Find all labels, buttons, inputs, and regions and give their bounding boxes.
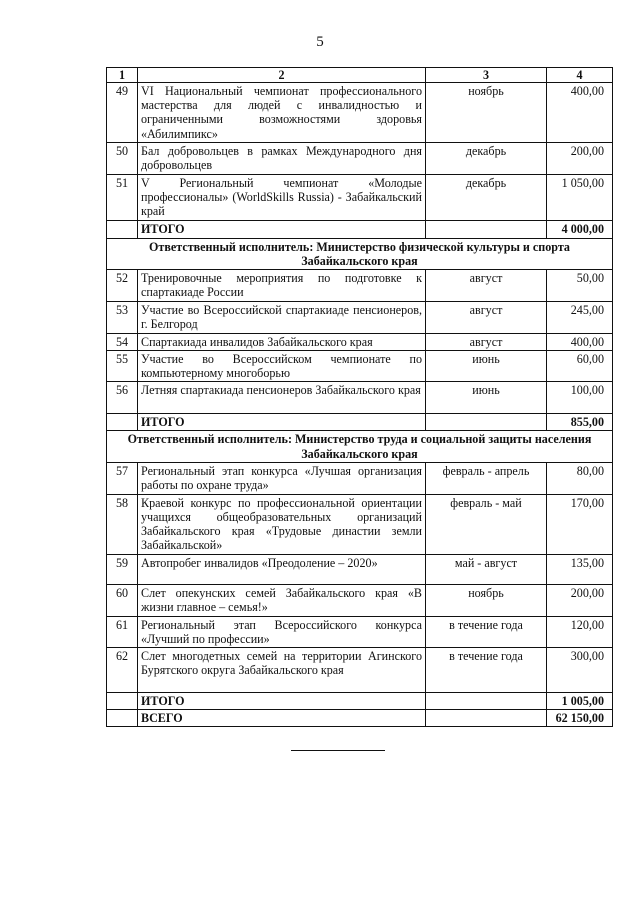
total-spacer bbox=[426, 220, 547, 238]
total-spacer bbox=[426, 710, 547, 727]
column-header: 2 bbox=[138, 68, 426, 83]
event-period: август bbox=[426, 302, 547, 333]
row-number: 51 bbox=[107, 174, 138, 220]
row-number: 53 bbox=[107, 302, 138, 333]
event-name: Летняя спартакиада пенсионеров Забайкальского края bbox=[138, 382, 426, 414]
event-period: ноябрь bbox=[426, 83, 547, 143]
total-amount: 1 005,00 bbox=[547, 693, 613, 710]
column-header: 1 bbox=[107, 68, 138, 83]
event-amount: 120,00 bbox=[547, 616, 613, 647]
total-amount: 855,00 bbox=[547, 414, 613, 431]
event-amount: 60,00 bbox=[547, 350, 613, 381]
total-spacer bbox=[107, 693, 138, 710]
closing-line bbox=[291, 750, 385, 751]
total-label: ИТОГО bbox=[138, 414, 426, 431]
row-number: 60 bbox=[107, 584, 138, 616]
event-period: ноябрь bbox=[426, 584, 547, 616]
event-name: Тренировочные мероприятия по подготовке к спартакиаде России bbox=[138, 270, 426, 302]
row-number: 58 bbox=[107, 494, 138, 554]
total-spacer bbox=[426, 693, 547, 710]
total-amount: 4 000,00 bbox=[547, 220, 613, 238]
page-number: 5 bbox=[316, 34, 324, 50]
event-amount: 100,00 bbox=[547, 382, 613, 414]
row-number: 59 bbox=[107, 554, 138, 584]
total-label: ВСЕГО bbox=[138, 710, 426, 727]
total-row bbox=[107, 693, 613, 710]
total-spacer bbox=[107, 414, 138, 431]
total-amount: 62 150,00 bbox=[547, 710, 613, 727]
event-amount: 400,00 bbox=[547, 333, 613, 350]
event-name: VI Национальный чемпионат профессионального мастерства для людей с инвалидностью и ограниченными возможностями здоровья «Абилимпикс» bbox=[138, 83, 426, 143]
event-name: Бал добровольцев в рамках Международного дня добровольцев bbox=[138, 142, 426, 174]
event-name: Слет опекунских семей Забайкальского края «В жизни главное – семья!» bbox=[138, 584, 426, 616]
event-name: Автопробег инвалидов «Преодоление – 2020» bbox=[138, 554, 426, 584]
event-amount: 300,00 bbox=[547, 648, 613, 693]
event-amount: 200,00 bbox=[547, 584, 613, 616]
total-row bbox=[107, 220, 613, 238]
table-row bbox=[107, 554, 613, 584]
event-amount: 50,00 bbox=[547, 270, 613, 302]
table-row bbox=[107, 584, 613, 616]
column-header: 4 bbox=[547, 68, 613, 83]
row-number: 52 bbox=[107, 270, 138, 302]
table-row bbox=[107, 616, 613, 647]
row-number: 54 bbox=[107, 333, 138, 350]
event-period: август bbox=[426, 270, 547, 302]
table-header-row bbox=[107, 68, 613, 83]
event-period: июнь bbox=[426, 382, 547, 414]
event-period: декабрь bbox=[426, 174, 547, 220]
event-name: V Региональный чемпионат «Молодые профессионалы» (WorldSkills Russia) - Забайкальский край bbox=[138, 174, 426, 220]
events-table bbox=[106, 67, 613, 727]
total-label: ИТОГО bbox=[138, 693, 426, 710]
event-period: февраль - май bbox=[426, 494, 547, 554]
event-name: Краевой конкурс по профессиональной ориентации учащихся общеобразовательных организаций Забайкальского края «Трудовые династии земли Забайкальской» bbox=[138, 494, 426, 554]
event-period: июнь bbox=[426, 350, 547, 381]
row-number: 49 bbox=[107, 83, 138, 143]
event-period: в течение года bbox=[426, 648, 547, 693]
total-row bbox=[107, 414, 613, 431]
table-row bbox=[107, 462, 613, 494]
table-row bbox=[107, 302, 613, 333]
event-amount: 135,00 bbox=[547, 554, 613, 584]
section-header-row bbox=[107, 238, 613, 269]
section-title: Ответственный исполнитель: Министерство труда и социальной защиты населения Забайкальского края bbox=[107, 431, 613, 462]
section-title: Ответственный исполнитель: Министерство физической культуры и спорта Забайкальского края bbox=[107, 238, 613, 269]
event-name: Слет многодетных семей на территории Агинского Бурятского округа Забайкальского края bbox=[138, 648, 426, 693]
table-row bbox=[107, 350, 613, 381]
table-row bbox=[107, 142, 613, 174]
event-amount: 245,00 bbox=[547, 302, 613, 333]
event-name: Региональный этап Всероссийского конкурса «Лучший по профессии» bbox=[138, 616, 426, 647]
section-header-row bbox=[107, 431, 613, 462]
event-period: в течение года bbox=[426, 616, 547, 647]
event-name: Участие во Всероссийской спартакиаде пенсионеров, г. Белгород bbox=[138, 302, 426, 333]
row-number: 62 bbox=[107, 648, 138, 693]
event-amount: 400,00 bbox=[547, 83, 613, 143]
table-row bbox=[107, 382, 613, 414]
total-spacer bbox=[107, 220, 138, 238]
table-row bbox=[107, 494, 613, 554]
total-label: ИТОГО bbox=[138, 220, 426, 238]
event-name: Региональный этап конкурса «Лучшая организация работы по охране труда» bbox=[138, 462, 426, 494]
event-period: май - август bbox=[426, 554, 547, 584]
table-row bbox=[107, 648, 613, 693]
event-period: август bbox=[426, 333, 547, 350]
table-row bbox=[107, 83, 613, 143]
event-period: декабрь bbox=[426, 142, 547, 174]
table-row bbox=[107, 333, 613, 350]
column-header: 3 bbox=[426, 68, 547, 83]
total-spacer bbox=[426, 414, 547, 431]
event-amount: 80,00 bbox=[547, 462, 613, 494]
event-period: февраль - апрель bbox=[426, 462, 547, 494]
total-row bbox=[107, 710, 613, 727]
event-amount: 170,00 bbox=[547, 494, 613, 554]
table-row bbox=[107, 174, 613, 220]
event-amount: 200,00 bbox=[547, 142, 613, 174]
event-amount: 1 050,00 bbox=[547, 174, 613, 220]
row-number: 56 bbox=[107, 382, 138, 414]
row-number: 55 bbox=[107, 350, 138, 381]
table-row bbox=[107, 270, 613, 302]
row-number: 57 bbox=[107, 462, 138, 494]
event-name: Спартакиада инвалидов Забайкальского края bbox=[138, 333, 426, 350]
total-spacer bbox=[107, 710, 138, 727]
row-number: 61 bbox=[107, 616, 138, 647]
event-name: Участие во Всероссийском чемпионате по компьютерному многоборью bbox=[138, 350, 426, 381]
row-number: 50 bbox=[107, 142, 138, 174]
